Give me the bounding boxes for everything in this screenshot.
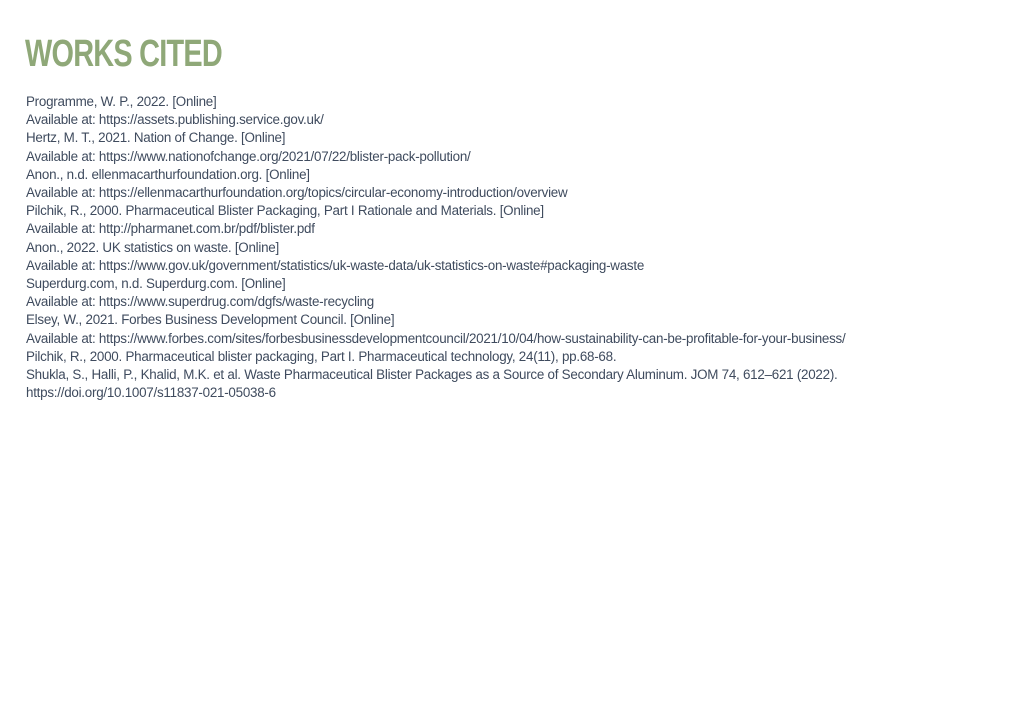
reference-entry: Pilchik, R., 2000. Pharmaceutical Blister Packaging, Part I Rationale and Materials. [Online] <box>26 203 544 219</box>
reference-entry: Elsey, W., 2021. Forbes Business Development Council. [Online] <box>26 312 395 328</box>
reference-entry: Anon., 2022. UK statistics on waste. [Online] <box>26 239 279 255</box>
reference-entry: Hertz, M. T., 2021. Nation of Change. [Online] <box>26 130 286 146</box>
reference-link[interactable]: Available at: https://www.nationofchange.org/2021/07/22/blister-pack-pollution/ <box>26 148 471 164</box>
reference-link[interactable]: Available at: https://ellenmacarthurfoundation.org/topics/circular-economy-introduction/overview <box>26 185 568 201</box>
page-title: WORKS CITED <box>25 33 223 75</box>
reference-link[interactable]: Available at: https://assets.publishing.service.gov.uk/ <box>26 112 324 128</box>
reference-entry: Anon., n.d. ellenmacarthurfoundation.org. [Online] <box>26 166 310 182</box>
reference-entry: Superdurg.com, n.d. Superdurg.com. [Online] <box>26 276 286 292</box>
references-list <box>26 93 946 402</box>
reference-link[interactable]: Available at: https://www.forbes.com/sites/forbesbusinessdevelopmentcouncil/2021/10/04/how-sustainability-can-be-profitable-for-your-business/ <box>26 330 846 346</box>
reference-entry: Programme, W. P., 2022. [Online] <box>26 94 217 109</box>
reference-link[interactable]: Available at: http://pharmanet.com.br/pdf/blister.pdf <box>26 221 315 237</box>
reference-link[interactable]: Available at: https://www.superdrug.com/dgfs/waste-recycling <box>26 294 374 310</box>
reference-entry-with-doi: Shukla, S., Halli, P., Khalid, M.K. et al. Waste Pharmaceutical Blister Packages as a Source of Secondary Aluminum. JOM 74, 612–621 (2022). https://doi.org/10.1007/s11837-021-05038-6 <box>26 367 838 401</box>
reference-link[interactable]: Available at: https://www.gov.uk/government/statistics/uk-waste-data/uk-statistics-on-waste#packaging-waste <box>26 257 645 273</box>
reference-entry: Pilchik, R., 2000. Pharmaceutical blister packaging, Part I. Pharmaceutical technology, 24(11), pp.68-68. <box>26 348 617 364</box>
